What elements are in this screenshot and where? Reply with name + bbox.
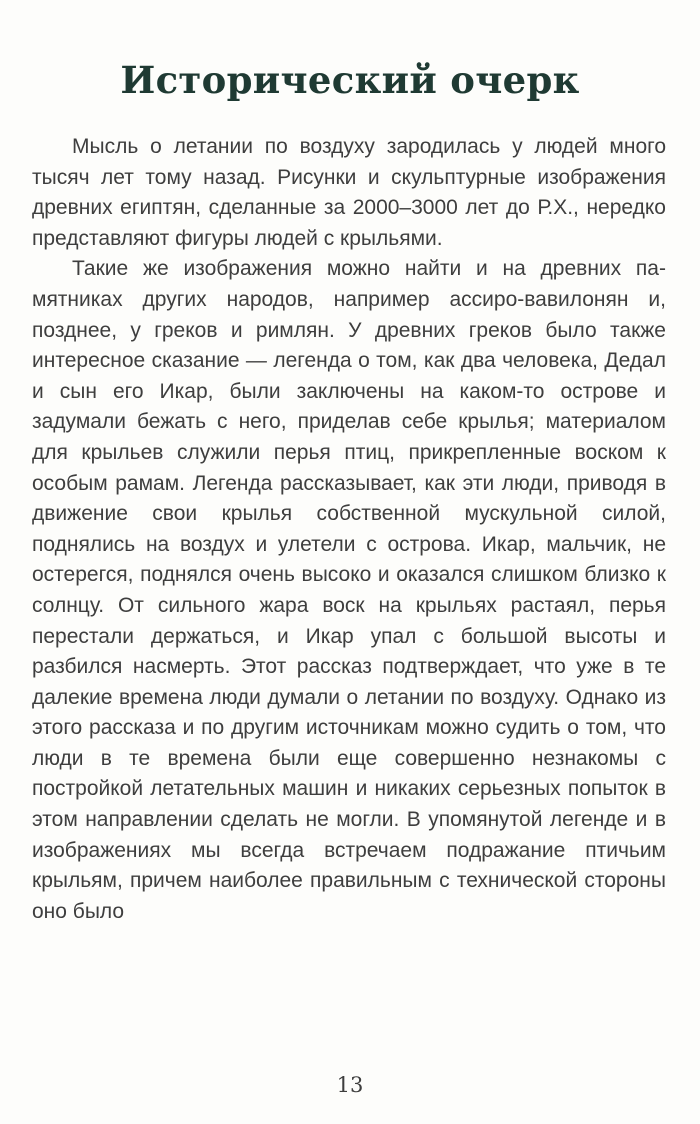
paragraph-2: Такие же изображения можно найти и на древних памятниках других народов, например ассиро-вавилонян и, позднее, у греков и римлян. У древних греков было также интересное сказание — легенда о том, как два человека, Дедал и сын его Икар, были заключены на каком-то острове и задумали бежать с него, приделав себе крылья; материалом для крыльев служили перья птиц, прикрепленные воском к особым рамам. Легенда рассказывает, как эти люди, приводя в движение свои крылья собственной мускульной силой, поднялись на воздух и улетели с острова. Икар, мальчик, не остерегся, поднялся очень высоко и оказался слишком близко к солнцу. От сильного жара воск на крыльях растаял, перья перестали держаться, и Икар упал с большой высоты и разбился насмерть. Этот рассказ подтверждает, что уже в те далекие времена люди думали о летании по воздуху. Однако из этого рассказа и по другим источникам можно судить о том, что люди в те времена были еще совершенно незнакомы с постройкой летательных машин и никаких серьезных попыток в этом направлении сделать не могли. В упомянутой легенде и в изображениях мы всегда встречаем подражание птичьим крыльям, причем наиболее правильным с технической стороны оно было <box>32 257 666 923</box>
page-number: 13 <box>336 1073 364 1097</box>
chapter-title: Исторический очерк <box>120 58 580 102</box>
body-text <box>32 132 666 927</box>
paragraph-1: Мысль о летании по воздуху зародилась у людей много тысяч лет тому назад. Рисунки и скульптурные изображения древних египтян, сделанные за 2000–3000 лет до Р.Х., нередко представляют фигуры людей с крыльями. <box>32 135 666 250</box>
